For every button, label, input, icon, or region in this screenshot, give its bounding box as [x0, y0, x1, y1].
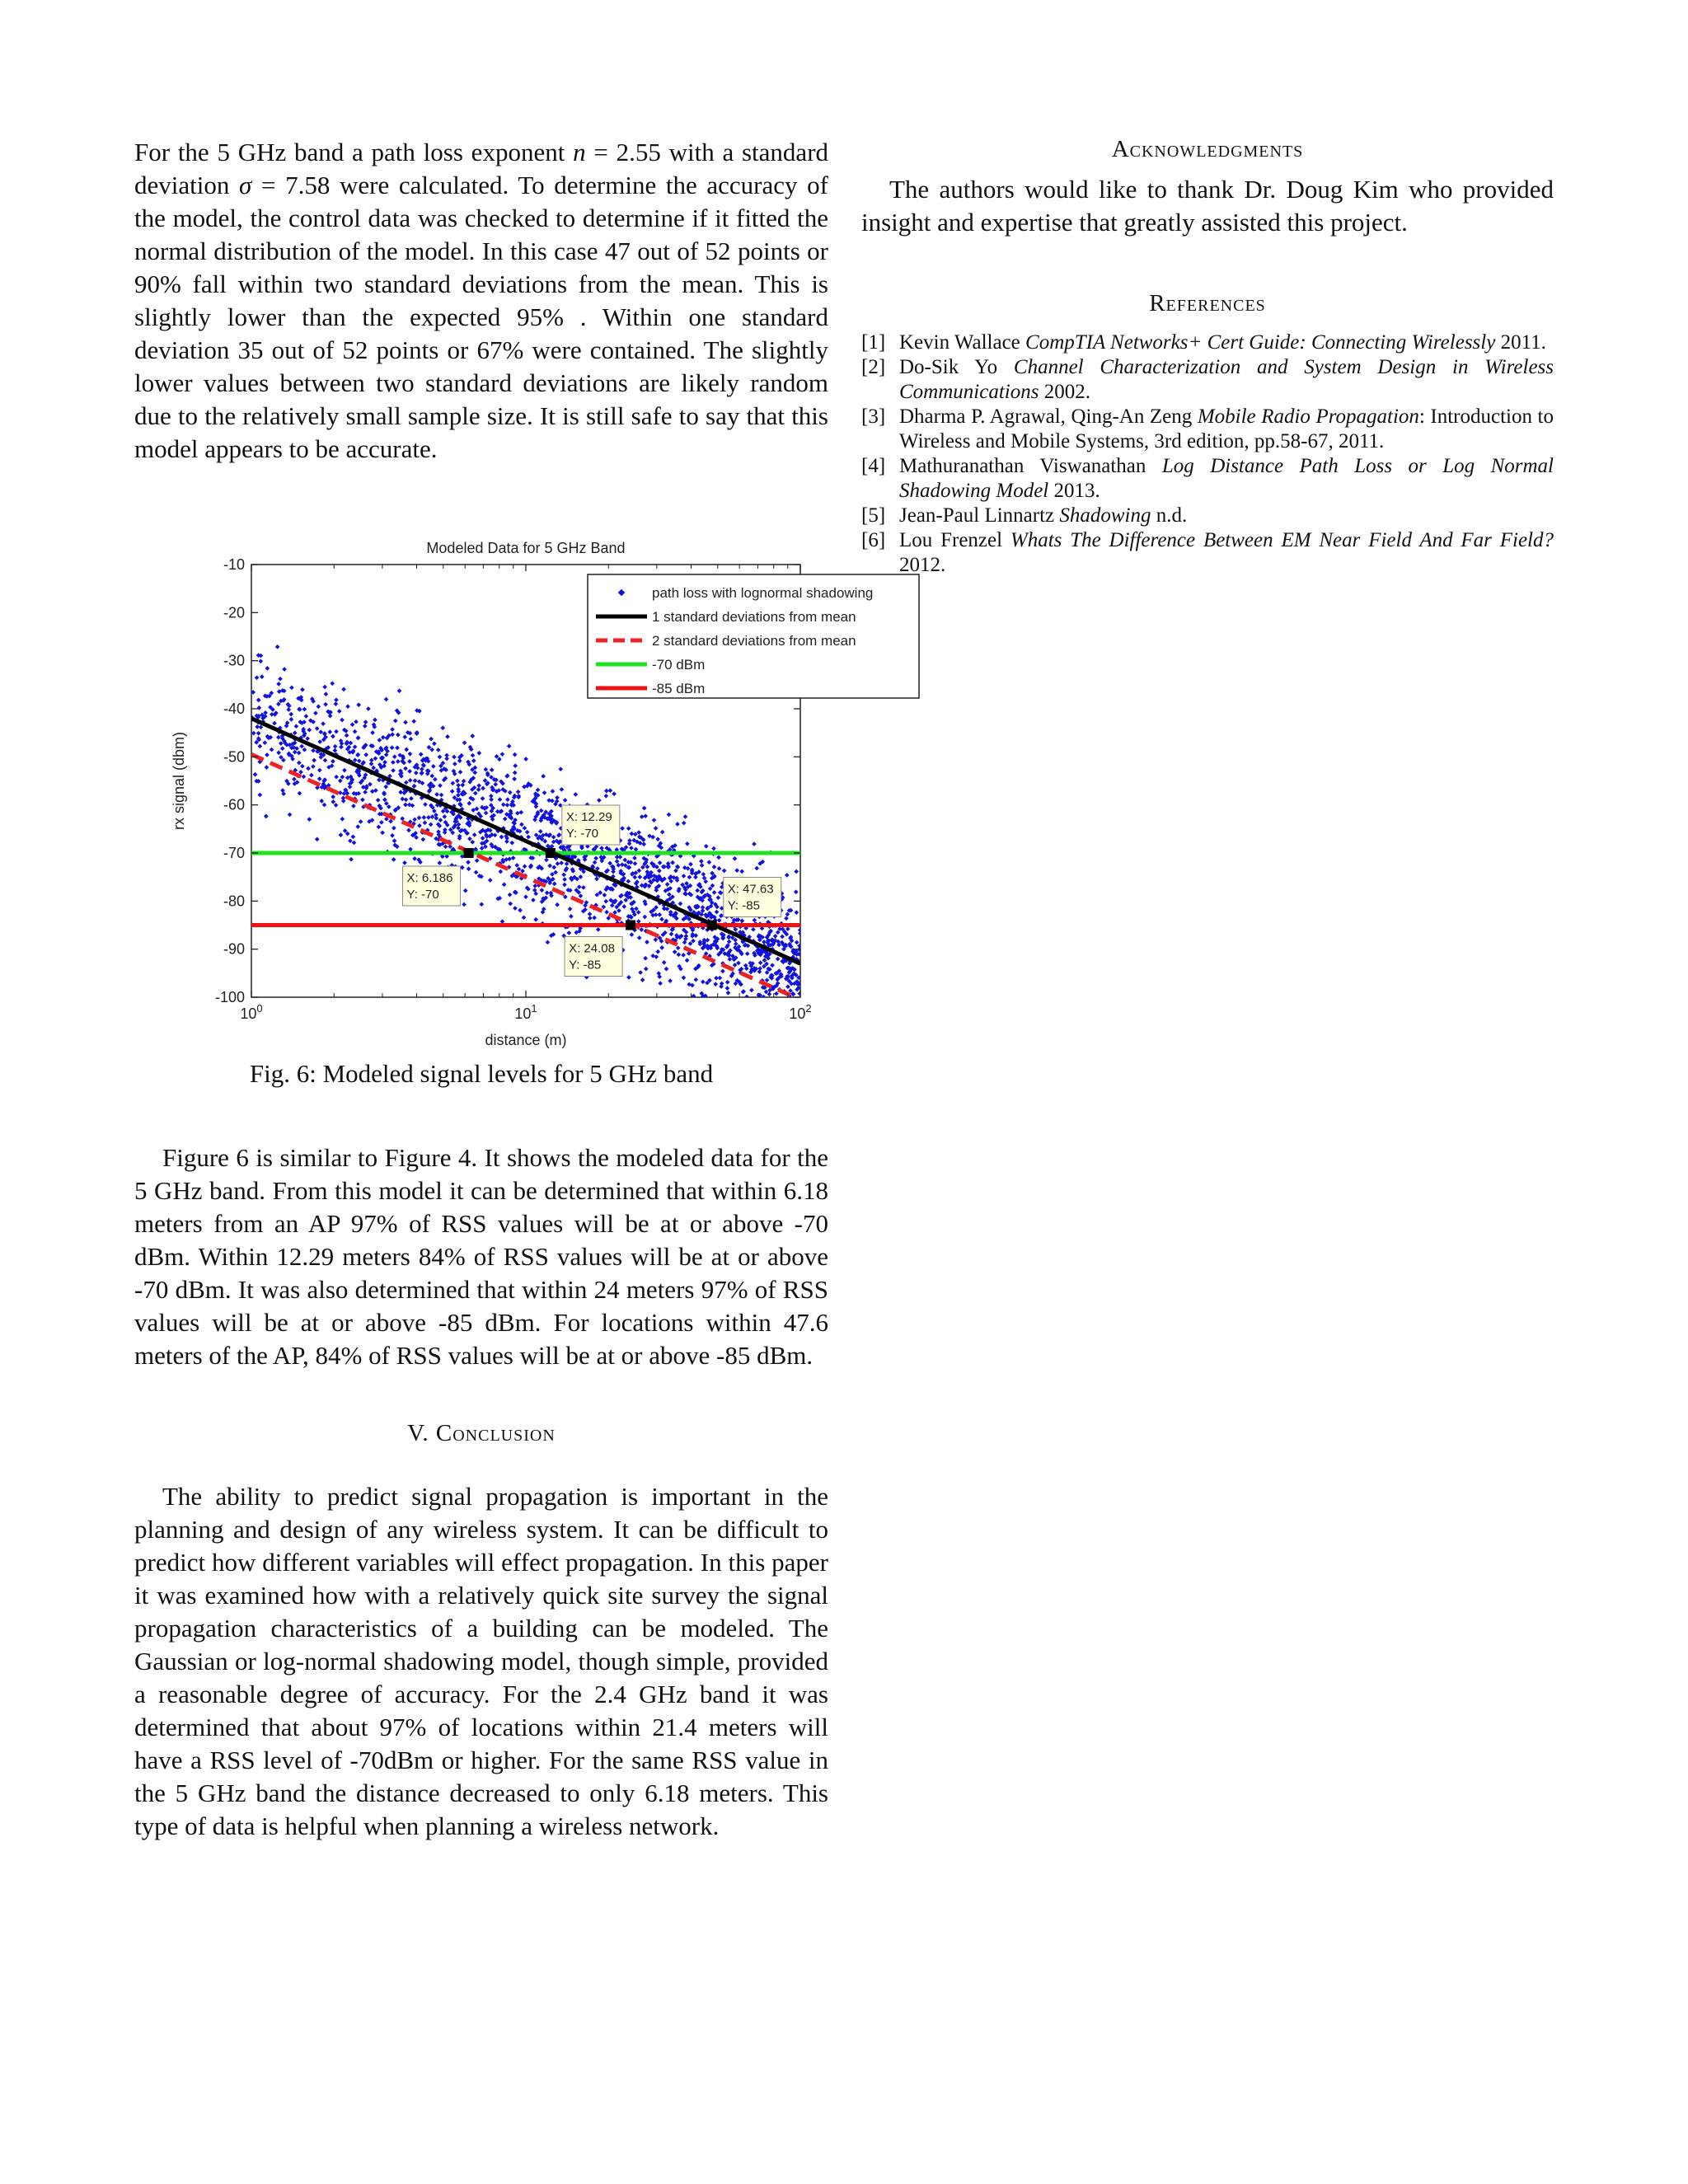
- symbol-n: n: [573, 138, 586, 166]
- datatip-y: Y: -70: [565, 827, 599, 841]
- legend-label: -85 dBm: [652, 681, 706, 696]
- reference-title: Log Distance Path Loss or Log Normal Shadowing Model: [899, 455, 1554, 502]
- legend-label: 1 standard deviations from mean: [652, 609, 856, 625]
- reference-authors: Lou Frenzel: [899, 529, 1010, 551]
- para1-text-2: with a standard deviation: [134, 138, 829, 199]
- right-column: [861, 136, 1554, 578]
- reference-details: 2012.: [899, 554, 946, 576]
- reference-number: [2]: [861, 356, 886, 378]
- reference-title: Shadowing: [1059, 504, 1151, 527]
- reference-title: Mobile Radio Propagation: [1197, 405, 1419, 428]
- reference-title: Whats The Difference Between EM Near Field And Far Field?: [1010, 529, 1554, 551]
- y-tick-label: -50: [223, 748, 245, 766]
- figure-caption: Fig. 6: Modeled signal levels for 5 GHz band: [249, 1059, 714, 1088]
- reference-details: n.d.: [1151, 504, 1188, 527]
- figure-6: [134, 523, 874, 1051]
- reference-number: [6]: [861, 529, 886, 551]
- reference-details: 2002.: [1039, 381, 1090, 403]
- legend-label: 2 standard deviations from mean: [652, 633, 856, 649]
- paragraph-conclusion: The ability to predict signal propagation is important in the planning and design of any wireless system. It can be difficult to predict how different variables will effect propagation. In this paper it was examined how with a relatively quick site survey the signal propagation characteristics of a building can be modeled. The Gaussian or log-normal shadowing model, though simple, provided a reasonable degree of accuracy. For the 2.4 GHz band it was determined that about 97% of locations within 21.4 meters will have a RSS level of -70dBm or higher. For the same RSS value in the 5 GHz band the distance decreased to only 6.18 meters. This type of data is helpful when planning a wireless network.: [134, 1482, 828, 1840]
- symbol-sigma: σ: [239, 171, 252, 199]
- reference-details: : Introduction to Wireless and Mobile Systems, 3rd edition, pp.58-67, 2011.: [899, 405, 1554, 452]
- datatip-x: X: 6.186: [406, 871, 453, 885]
- datatip-x: X: 47.63: [727, 882, 774, 897]
- reference-title: CompTIA Networks+ Cert Guide: Connecting Wirelessly: [1025, 331, 1496, 354]
- x-tick-label: $10^1$: [514, 1002, 537, 1022]
- paragraph-figure6-discussion: Figure 6 is similar to Figure 4. It shows the modeled data for the 5 GHz band. From this model it can be determined that within 6.18 meters from an AP 97% of RSS values will be at or above -70 dBm. Within 12.29 meters 84% of RSS values will be at or above -70 dBm. It was also determined that within 24 meters 97% of RSS values will be at or above -85 dBm. For locations within 47.6 meters of the AP, 84% of RSS values will be at or above -85 dBm.: [134, 1143, 828, 1370]
- para1-text-3: were calculated. To determine the accuracy of the model, the control data was checked to determine if it fitted the normal distribution of the model. In this case 47 out of 52 points or 90% fall within two standard deviations from the mean. This is slightly lower than the expected 95% . Within one standard deviation 35 out of 52 points or 67% were contained. The slightly lower values between two standard deviations are likely random due to the relatively small sample size. It is still safe to say that this model appears to be accurate.: [134, 171, 828, 463]
- y-tick-label: -40: [223, 701, 245, 717]
- acknowledgments-text: The authors would like to thank Dr. Doug Kim who provided insight and expertise that greatly assisted this project.: [861, 175, 1554, 237]
- y-tick-label: -70: [223, 845, 245, 861]
- datatip-x: X: 12.29: [565, 810, 612, 824]
- y-tick-label: -100: [214, 989, 245, 1005]
- para1-text-1: For the 5 GHz band a path loss exponent: [134, 138, 574, 166]
- datatip-x: X: 24.08: [569, 941, 615, 956]
- reference-item: [861, 504, 1554, 528]
- reference-authors: Do-Sik Yo: [899, 356, 1014, 378]
- reference-item: [861, 405, 1554, 454]
- y-tick-label: -60: [223, 796, 245, 813]
- x-tick-label: $10^0$: [240, 1002, 263, 1022]
- datatip-y: Y: -70: [406, 888, 439, 902]
- datatip-marker: [707, 921, 717, 930]
- reference-item: [861, 454, 1554, 504]
- reference-number: [3]: [861, 405, 886, 428]
- reference-authors: Jean-Paul Linnartz: [899, 504, 1060, 527]
- reference-number: [5]: [861, 504, 886, 527]
- y-tick-label: -90: [223, 940, 245, 958]
- reference-authors: Dharma P. Agrawal, Qing-An Zeng: [899, 405, 1198, 428]
- datatip-marker: [626, 921, 635, 930]
- reference-details: 2011.: [1495, 331, 1546, 354]
- reference-item: [861, 528, 1554, 578]
- acknowledgments-heading: Acknowledgments: [1111, 136, 1304, 162]
- datatip-y: Y: -85: [569, 958, 602, 972]
- y-tick-label: -30: [223, 652, 245, 669]
- chart-5ghz: [152, 523, 874, 1051]
- value-n: = 2.55: [585, 138, 661, 166]
- reference-authors: Mathuranathan Viswanathan: [899, 455, 1162, 477]
- reference-title: Channel Characterization and System Design in Wireless Communications: [899, 356, 1554, 403]
- left-column: [134, 136, 874, 1843]
- legend-label: -70 dBm: [652, 657, 706, 673]
- legend-label: path loss with lognormal shadowing: [652, 585, 874, 601]
- x-axis-label: distance (m): [485, 1032, 567, 1048]
- value-sigma: = 7.58: [251, 171, 331, 199]
- datatip-marker: [546, 848, 556, 858]
- reference-number: [4]: [861, 455, 886, 477]
- reference-details: 2013.: [1048, 480, 1100, 502]
- references-heading: References: [1149, 290, 1266, 316]
- reference-list: [861, 330, 1554, 578]
- reference-number: [1]: [861, 331, 886, 354]
- datatip-y: Y: -85: [727, 898, 760, 913]
- y-axis-label: rx signal (dbm): [171, 731, 187, 831]
- reference-item: [861, 355, 1554, 405]
- reference-item: [861, 330, 1554, 355]
- y-tick-label: -80: [223, 893, 245, 910]
- y-tick-label: -10: [223, 556, 245, 573]
- datatip-marker: [464, 848, 474, 858]
- reference-authors: Kevin Wallace: [899, 331, 1026, 354]
- chart-title: Modeled Data for 5 GHz Band: [426, 540, 626, 556]
- x-tick-label: $10^2$: [789, 1002, 812, 1022]
- conclusion-heading: V. Conclusion: [407, 1420, 556, 1446]
- paragraph-results-5ghz: [134, 136, 828, 466]
- y-tick-label: -20: [223, 604, 245, 621]
